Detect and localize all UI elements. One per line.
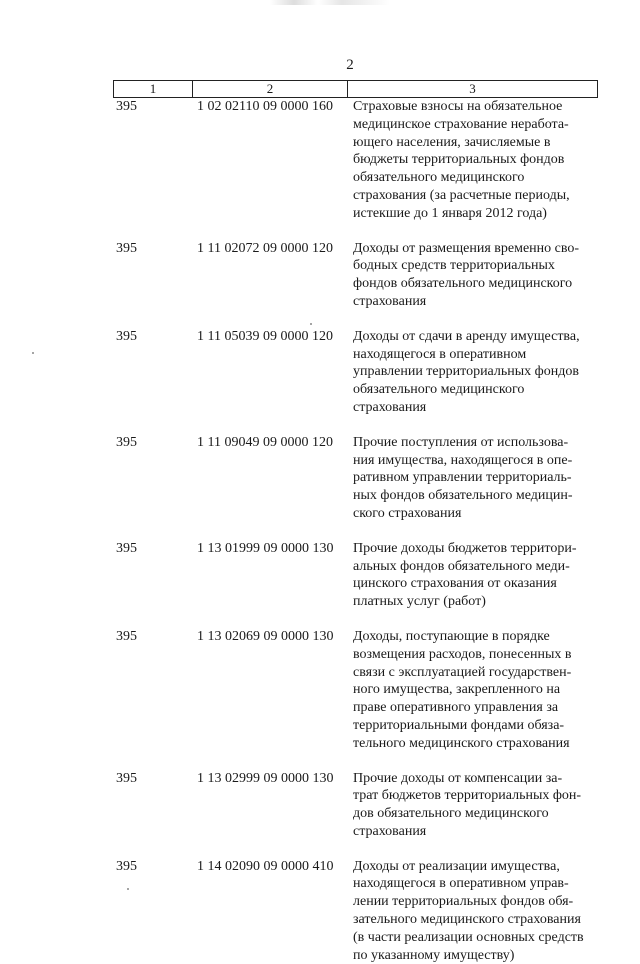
- budget-classification-code: 1 11 02072 09 0000 120: [197, 240, 333, 256]
- table-row: [113, 858, 603, 964]
- admin-code: 395: [116, 540, 137, 556]
- revenue-description: Страховые взносы на обязательное медицинское страхование неработа- ющего населения, зачисляемые в бюджеты территориальных фондов обязательного медицинского страхования (за расчетные периоды, истекшие до 1 января 2012 года): [353, 99, 570, 221]
- table-row: [113, 328, 603, 417]
- page-number: 2: [346, 57, 354, 73]
- revenue-description: Прочие поступления от использова- ния имущества, находящегося в опе- ративном управлении территориаль- ных фондов обязательного медицин- ского страхования: [353, 434, 573, 521]
- admin-code: 395: [116, 240, 137, 256]
- admin-code: 395: [116, 770, 137, 786]
- budget-classification-code: 1 02 02110 09 0000 160: [197, 99, 333, 114]
- admin-code: 395: [116, 99, 137, 114]
- revenue-description: Доходы от реализации имущества, находящегося в оперативном управ- лении территориальных фондов обя- зательного медицинского страхования (в части реализации основных средств по указанному имуществу): [353, 858, 584, 963]
- column-header-2: 2: [193, 81, 348, 97]
- revenue-code-table: [113, 98, 603, 964]
- column-header-1: 1: [114, 81, 193, 97]
- table-row: [113, 770, 603, 841]
- column-header-row: [113, 80, 598, 98]
- revenue-description: Доходы от сдачи в аренду имущества, находящегося в оперативном управлении территориальных фондов обязательного медицинского страхования: [353, 328, 580, 415]
- table-row: [113, 240, 603, 311]
- revenue-description: Доходы от размещения временно сво- бодных средств территориальных фондов обязательного медицинского страхования: [353, 240, 580, 309]
- admin-code: 395: [116, 434, 137, 450]
- budget-classification-code: 1 14 02090 09 0000 410: [197, 858, 334, 874]
- budget-classification-code: 1 13 02069 09 0000 130: [197, 628, 334, 644]
- scan-speck: [32, 352, 34, 354]
- table-row: [113, 98, 603, 223]
- budget-classification-code: 1 11 09049 09 0000 120: [197, 434, 333, 450]
- table-row: [113, 540, 603, 611]
- budget-classification-code: 1 13 02999 09 0000 130: [197, 770, 334, 786]
- admin-code: 395: [116, 628, 137, 644]
- revenue-description: Прочие доходы от компенсации за- трат бюджетов территориальных фон- дов обязательного медицинского страхования: [353, 770, 582, 839]
- admin-code: 395: [116, 858, 137, 874]
- admin-code: 395: [116, 328, 137, 344]
- column-header-3: 3: [469, 81, 476, 96]
- table-row: [113, 628, 603, 753]
- scan-artifact: [270, 0, 390, 5]
- table-row: [113, 434, 603, 523]
- revenue-description: Доходы, поступающие в порядке возмещения расходов, понесенных в связи с эксплуатацией государствен- ного имущества, закрепленного на праве оперативного управления за территориальными фондами обяза- тельного медицинского страхования: [353, 628, 572, 751]
- budget-classification-code: 1 13 01999 09 0000 130: [197, 540, 334, 556]
- budget-classification-code: 1 11 05039 09 0000 120: [197, 328, 333, 344]
- revenue-description: Прочие доходы бюджетов территори- альных фондов обязательного меди- цинского страхования от оказания платных услуг (работ): [353, 540, 577, 610]
